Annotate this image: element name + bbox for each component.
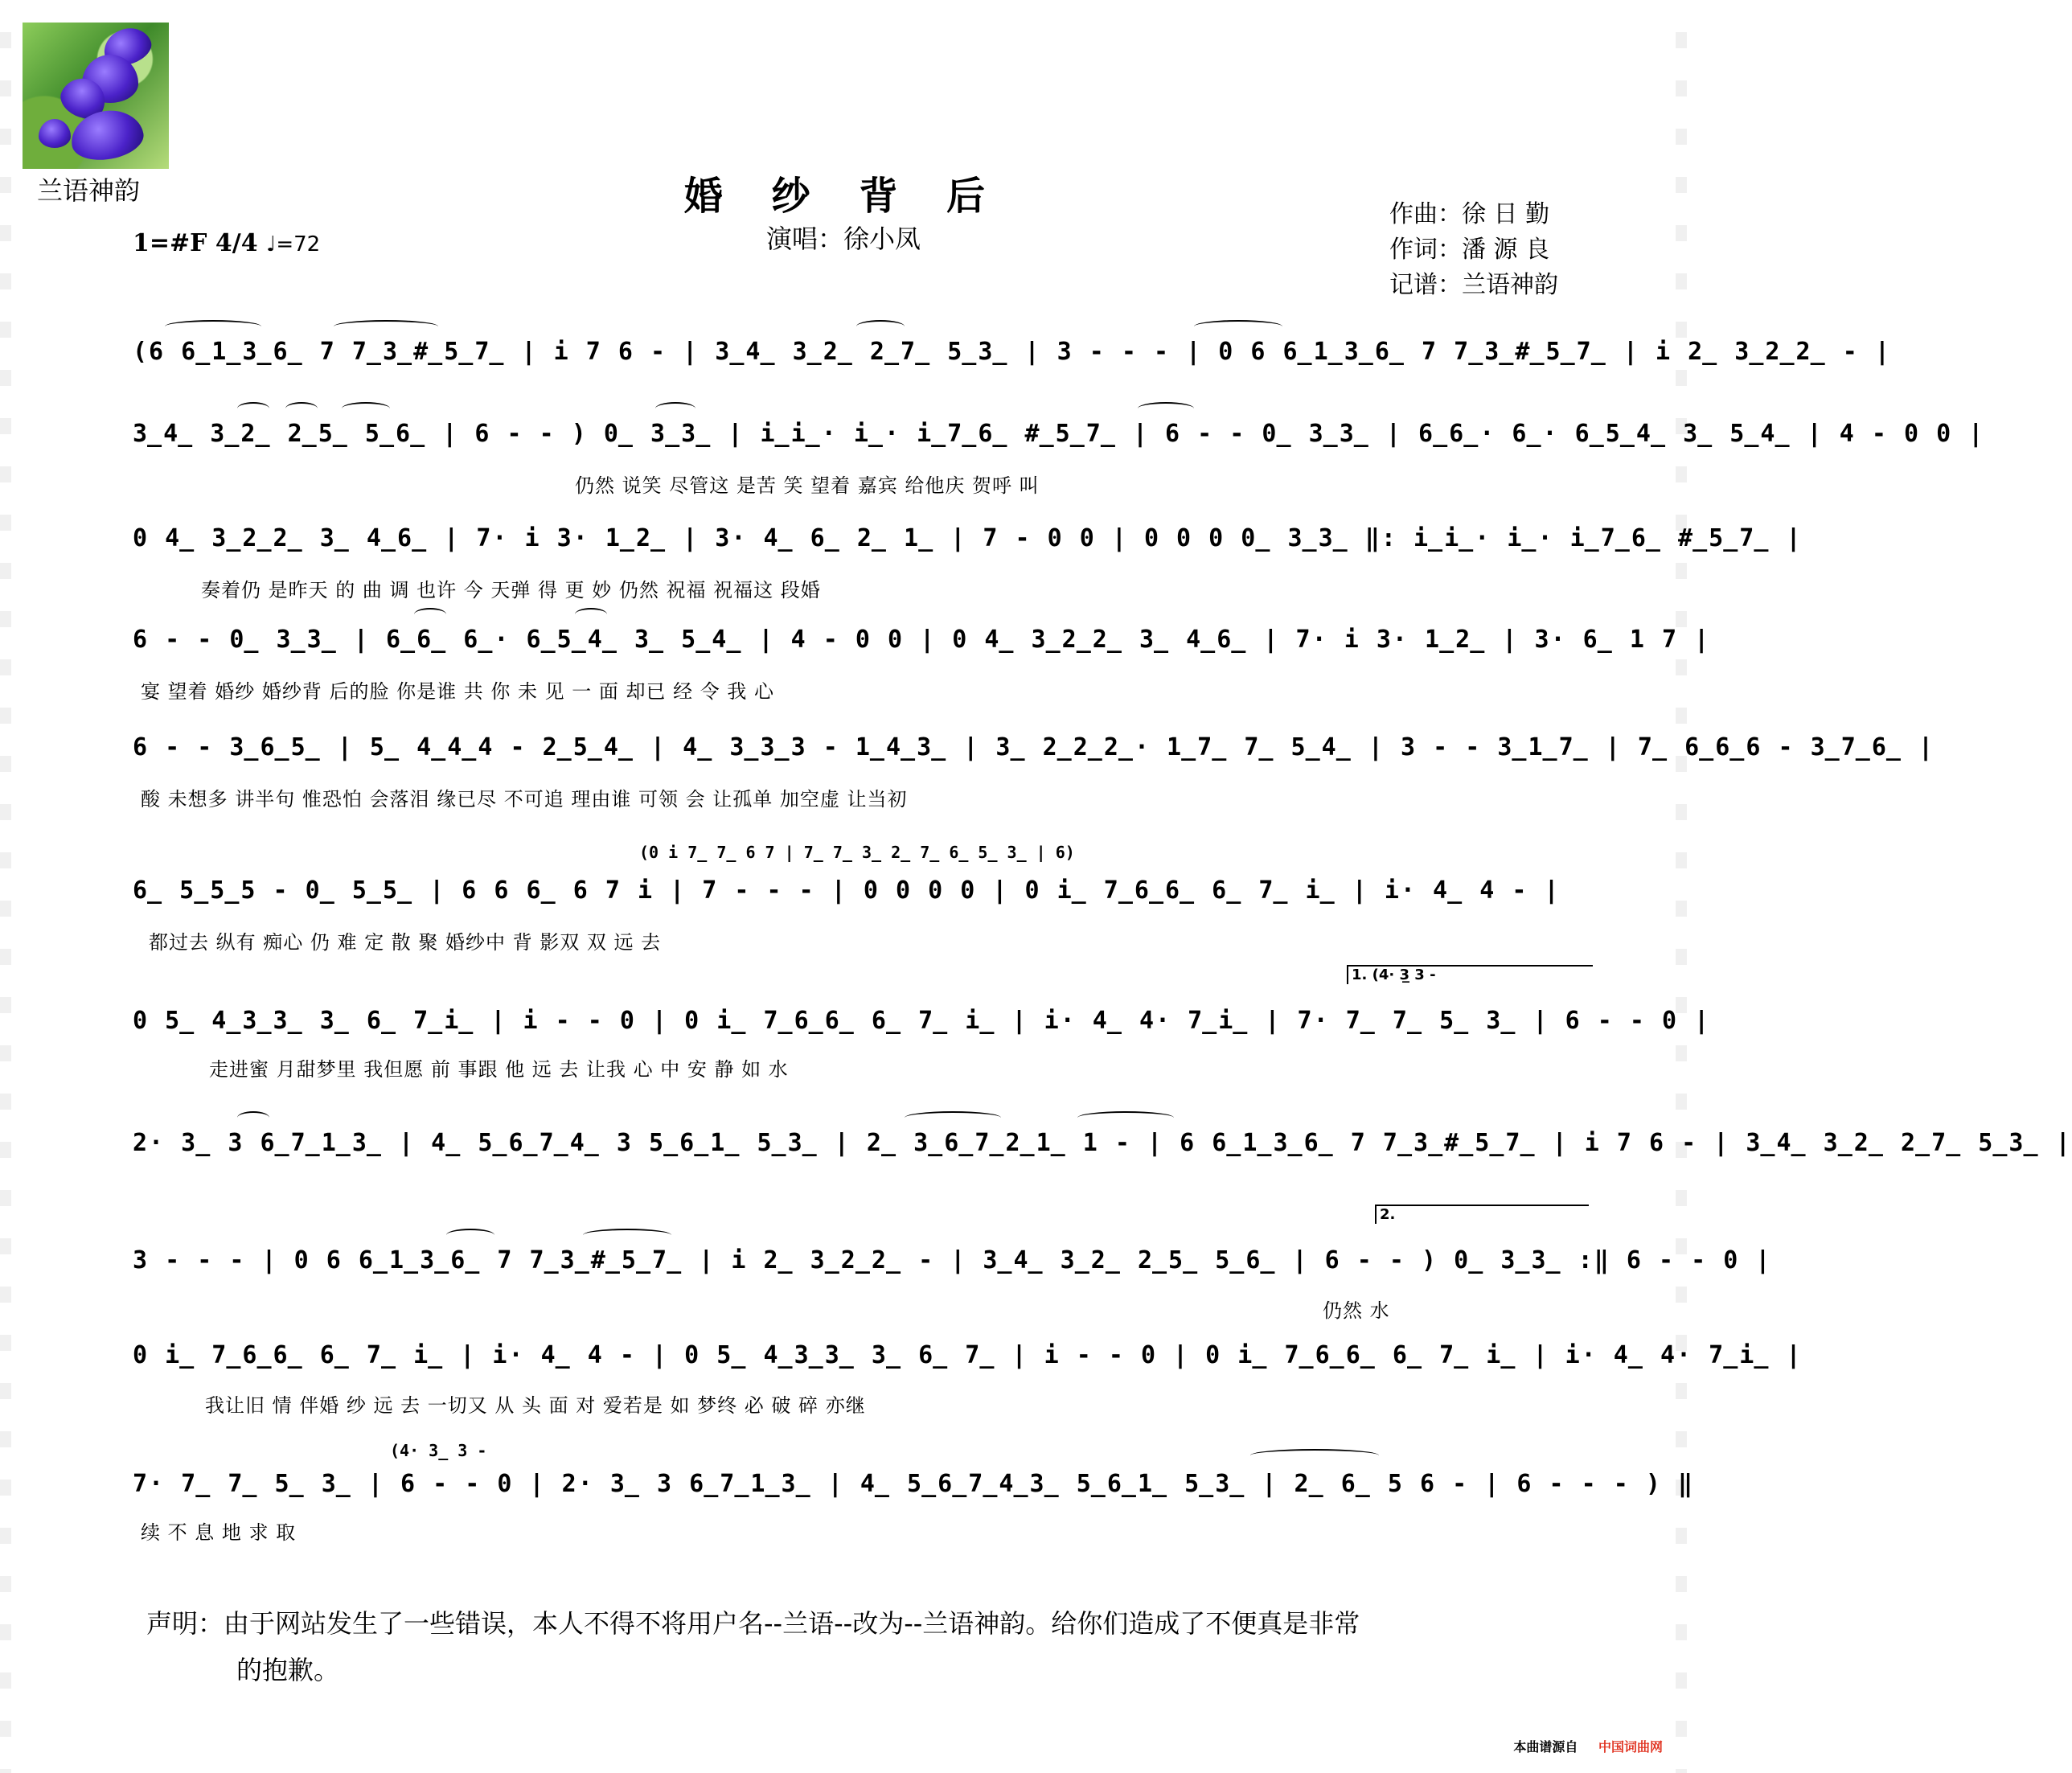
- notation: 6 - - 3̲6̲5̲ | 5̲ 4̲4̲4 - 2̲5̲4̲ | 4̲ 3̲3̲3 - 1̲4̲3̲ | 3̲ 2̲2̲2̲· 1̲7̲ 7̲ 5̲4̲ | 3 - - 3̲1̲7̲ | 7̲ 6̲6̲6 - 3̲7̲6̲ |: [133, 733, 1935, 761]
- source-credit: [1513, 1737, 1663, 1755]
- accompaniment-line: (0 i 7̲ 7̲ 6 7 | 7̲ 7̲ 3̲ 2̲ 7̲ 6̲ 5̲ 3̲ | 6): [639, 843, 1075, 862]
- second-ending: 2.: [1375, 1205, 1589, 1224]
- lyrics: 续 不 息 地 求 取: [141, 1521, 297, 1544]
- photo-label: 兰语神韵: [37, 175, 141, 206]
- notation: 0 i̲ 7̲6̲6̲ 6̲ 7̲ i̲ | i· 4̲ 4 - | 0 5̲ 4̲3̲3̲ 3̲ 6̲ 7̲ | i - - 0 | 0 i̲ 7̲6̲6̲ 6̲ 7̲ i̲ | i· 4̲ 4· 7̲i̲ |: [133, 1341, 1803, 1369]
- first-ending: 1. (4· 3̲ 3 -: [1347, 965, 1593, 984]
- singer: 演唱：徐小凤: [765, 224, 921, 254]
- lyrics: 奏着仍 是昨天 的 曲 调 也许 今 天弹 得 更 妙 仍然 祝福 祝福这 段婚: [201, 579, 821, 601]
- notation: 3 - - - | 0 6 6̲1̲3̲6̲ 7 7̲3̲#̲5̲7̲ | i 2̲ 3̲2̲2̲ - | 3̲4̲ 3̲2̲ 2̲5̲ 5̲6̲ | 6 - - ) 0̲ 3̲3̲ :‖ 6 - - 0 |: [133, 1246, 1772, 1274]
- composer: 作曲：徐 日 勤: [1389, 200, 1550, 228]
- notation: 0 4̲ 3̲2̲2̲ 3̲ 4̲6̲ | 7· i 3· 1̲2̲ | 3· 4̲ 6̲ 2̲ 1̲ | 7 - 0 0 | 0 0 0 0̲ 3̲3̲ ‖: i̲i̲· i̲· i̲7̲6̲ #̲5̲7̲ |: [133, 524, 1803, 552]
- transcriber: 记谱：兰语神韵: [1389, 271, 1558, 299]
- lyrics: 酸 未想多 讲半句 惟恐怕 会落泪 缘已尽 不可追 理由谁 可领 会 让孤单 加空虚 让当初: [141, 788, 908, 811]
- notation: 6̲ 5̲5̲5 - 0̲ 5̲5̲ | 6 6 6̲ 6 7 i | 7 - - - | 0 0 0 0 | 0 i̲ 7̲6̲6̲ 6̲ 7̲ i̲ | i· 4̲ 4 - |: [133, 876, 1561, 905]
- notice-line-1: 声明：由于网站发生了一些错误，本人不得不将用户名--兰语--改为--兰语神韵。给你们造成了不便真是非常: [146, 1608, 1360, 1639]
- song-title: 婚 纱 背 后: [683, 174, 1003, 219]
- source-site-link[interactable]: 中国词曲网: [1598, 1739, 1663, 1755]
- key-signature: [133, 229, 320, 257]
- lyrics: 我让旧 情 伴婚 纱 远 去 一切又 从 头 面 对 爱若是 如 梦终 必 破 碎 亦继: [205, 1394, 866, 1417]
- notation: 0 5̲ 4̲3̲3̲ 3̲ 6̲ 7̲i̲ | i - - 0 | 0 i̲ 7̲6̲6̲ 6̲ 7̲ i̲ | i· 4̲ 4· 7̲i̲ | 7· 7̲ 7̲ 5̲ 3̲ | 6 - - 0 |: [133, 1007, 1711, 1035]
- lyrics: 都过去 纵有 痴心 仍 难 定 散 聚 婚纱中 背 影双 双 远 去: [149, 931, 662, 954]
- time-signature: 4/4: [215, 229, 258, 257]
- tempo: ♩=72: [266, 232, 321, 257]
- notice-line-2: 的抱歉。: [236, 1655, 340, 1685]
- coda-accompaniment: (4· 3̲ 3 -: [390, 1441, 487, 1460]
- notation: 6 - - 0̲ 3̲3̲ | 6̲6̲ 6̲· 6̲5̲4̲ 3̲ 5̲4̲ | 4 - 0 0 | 0 4̲ 3̲2̲2̲ 3̲ 4̲6̲ | 7· i 3· 1̲2̲ | 3· 6̲ 1 7 |: [133, 626, 1711, 654]
- notation: (6 6̲1̲3̲6̲ 7 7̲3̲#̲5̲7̲ | i 7 6 - | 3̲4̲ 3̲2̲ 2̲7̲ 5̲3̲ | 3 - - - | 0 6 6̲1̲3̲6̲ 7 7̲3̲#̲5̲7̲ | i 2̲ 3̲2̲2̲ - |: [133, 338, 1891, 366]
- notice: [146, 1600, 1578, 1693]
- key: 1=#F: [133, 229, 207, 257]
- right-watermark-strip: [1676, 0, 1687, 1773]
- lyrics: 仍然 水: [1323, 1299, 1390, 1322]
- credits: [1389, 197, 1558, 303]
- lyricist: 作词：潘 源 良: [1389, 236, 1550, 264]
- lyrics: 宴 望着 婚纱 婚纱背 后的脸 你是谁 共 你 未 见 一 面 却已 经 令 我 心: [141, 680, 775, 703]
- iris-flower-photo: [23, 23, 169, 169]
- lyrics: 仍然 说笑 尽管这 是苦 笑 望着 嘉宾 给他庆 贺呼 叫: [575, 474, 1040, 497]
- notation: 7· 7̲ 7̲ 5̲ 3̲ | 6 - - 0 | 2· 3̲ 3 6̲7̲1̲3̲ | 4̲ 5̲6̲7̲4̲3̲ 5̲6̲1̲ 5̲3̲ | 2̲ 6̲ 5 6 - | 6 - - - ) ‖: [133, 1470, 1695, 1498]
- notation: 3̲4̲ 3̲2̲ 2̲5̲ 5̲6̲ | 6 - - ) 0̲ 3̲3̲ | i̲i̲· i̲· i̲7̲6̲ #̲5̲7̲ | 6 - - 0̲ 3̲3̲ | 6̲6̲· 6̲· 6̲5̲4̲ 3̲ 5̲4̲ | 4 - 0 0 |: [133, 420, 1985, 448]
- source-label: 本曲谱源自: [1513, 1739, 1578, 1755]
- left-watermark-strip: [0, 0, 11, 1773]
- lyrics: 走进蜜 月甜梦里 我但愿 前 事跟 他 远 去 让我 心 中 安 静 如 水: [209, 1058, 789, 1081]
- notation: 2· 3̲ 3 6̲7̲1̲3̲ | 4̲ 5̲6̲7̲4̲ 3 5̲6̲1̲ 5̲3̲ | 2̲ 3̲6̲7̲2̲1̲ 1 - | 6 6̲1̲3̲6̲ 7 7̲3̲#̲5̲7̲ | i 7 6 - | 3̲4̲ 3̲2̲ 2̲7̲ 5̲3̲ |: [133, 1129, 2072, 1157]
